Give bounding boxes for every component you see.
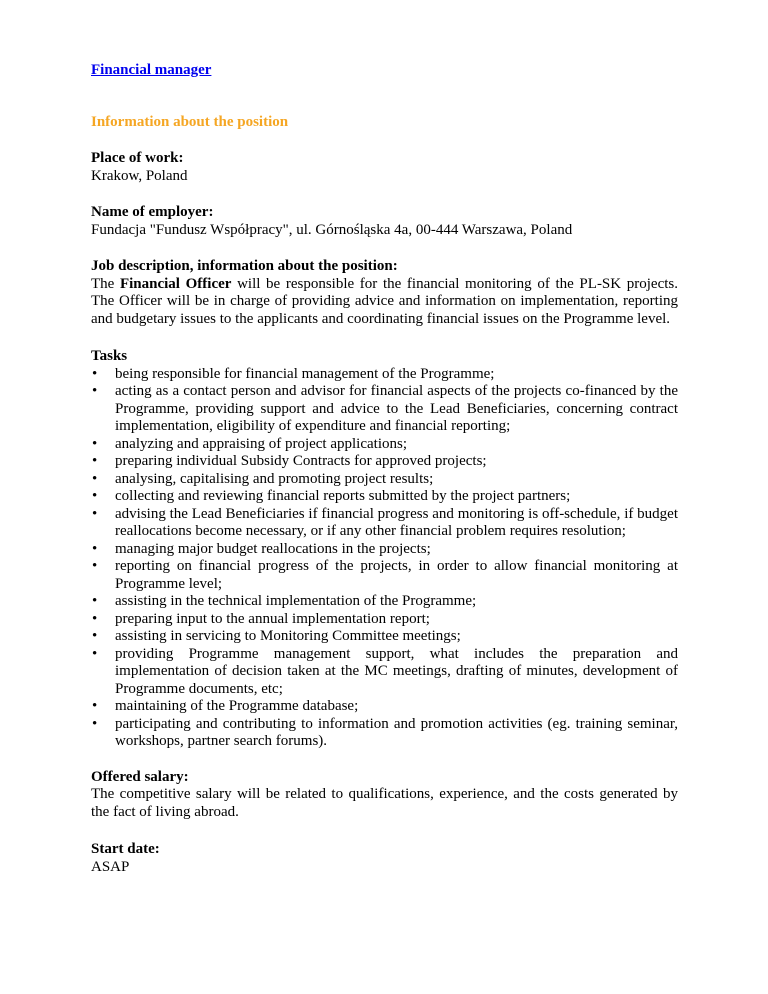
task-text: providing Programme management support, what includes the preparation and implementation of decision taken at the MC meetings, drafting of minutes, development of Programme documents, etc; <box>115 645 678 697</box>
document-page <box>91 62 678 876</box>
bullet-icon: • <box>92 488 98 504</box>
employer-value: Fundacja "Fundusz Współpracy", ul. Górnośląska 4a, 00-444 Warszawa, Poland <box>91 221 573 238</box>
bullet-icon: • <box>92 453 98 469</box>
list-item <box>91 716 678 751</box>
bullet-icon: • <box>92 715 98 732</box>
job-description-block <box>91 258 678 328</box>
task-text: preparing individual Subsidy Contracts for approved projects; <box>115 453 487 469</box>
tasks-label: Tasks <box>91 348 128 364</box>
bullet-icon: • <box>92 558 98 574</box>
place-of-work-value: Krakow, Poland <box>91 167 188 184</box>
task-text: analysing, capitalising and promoting project results; <box>115 470 434 487</box>
bullet-icon: • <box>92 470 98 487</box>
bullet-icon: • <box>92 645 98 662</box>
bullet-icon: • <box>92 383 98 399</box>
start-date-value: ASAP <box>91 858 130 875</box>
task-text: maintaining of the Programme database; <box>115 698 359 714</box>
task-text: collecting and reviewing financial reports submitted by the project partners; <box>115 488 571 504</box>
job-description-intro-prefix: The <box>91 275 120 292</box>
task-text: participating and contributing to information and promotion activities (eg. training seminar, workshops, partner search forums). <box>115 715 678 749</box>
employer-block <box>91 204 678 239</box>
task-text: assisting in the technical implementation of the Programme; <box>115 593 477 609</box>
task-text: acting as a contact person and advisor for financial aspects of the projects co-financed by the Programme, providing support and advice to the Lead Beneficiaries, concerning contract implementation, eligibility of expenditure and financial reporting; <box>115 383 678 434</box>
job-description-intro-rest: will be responsible for the financial monitoring of the PL-SK projects. The Officer will be in charge of providing advice and information on implementation, reporting and budgetary issues to the applicants and coordinating financial issues on the Programme level. <box>91 275 678 327</box>
bullet-icon: • <box>92 628 98 644</box>
salary-value: The competitive salary will be related to qualifications, experience, and the costs generated by the fact of living abroad. <box>91 786 678 820</box>
list-item <box>91 628 678 646</box>
list-item <box>91 488 678 506</box>
place-of-work-label: Place of work: <box>91 150 184 166</box>
list-item <box>91 436 678 454</box>
title-link[interactable]: Financial manager <box>91 62 212 78</box>
job-description-text <box>91 276 678 329</box>
list-item <box>91 383 678 436</box>
list-item <box>91 506 678 541</box>
bullet-icon: • <box>92 435 98 452</box>
bullet-icon: • <box>92 698 98 714</box>
list-item <box>91 541 678 559</box>
tasks-list <box>91 366 678 751</box>
task-text: preparing input to the annual implementation report; <box>115 610 430 627</box>
list-item <box>91 698 678 716</box>
section-heading: Information about the position <box>91 113 289 130</box>
list-item <box>91 453 678 471</box>
list-item <box>91 558 678 593</box>
salary-label: Offered salary: <box>91 768 189 785</box>
list-item <box>91 366 678 384</box>
task-text: advising the Lead Beneficiaries if financial progress and monitoring is off-schedule, if budget reallocations become necessary, or if any other financial problem requires resolution; <box>115 505 678 539</box>
bullet-icon: • <box>92 610 98 627</box>
task-text: analyzing and appraising of project applications; <box>115 435 407 452</box>
task-text: reporting on financial progress of the projects, in order to allow financial monitoring at Programme level; <box>115 558 678 592</box>
task-text: assisting in servicing to Monitoring Committee meetings; <box>115 628 461 644</box>
job-description-label: Job description, information about the position: <box>91 258 398 274</box>
bullet-icon: • <box>92 365 98 382</box>
salary-block <box>91 769 678 822</box>
list-item <box>91 593 678 611</box>
employer-label: Name of employer: <box>91 204 214 220</box>
place-of-work-block <box>91 150 678 185</box>
bullet-icon: • <box>92 593 98 609</box>
job-title-bold: Financial Officer <box>119 275 232 292</box>
list-item <box>91 471 678 489</box>
list-item <box>91 646 678 699</box>
bullet-icon: • <box>92 505 98 522</box>
task-text: managing major budget reallocations in the projects; <box>115 540 431 557</box>
start-date-label: Start date: <box>91 841 160 857</box>
list-item <box>91 611 678 629</box>
tasks-block <box>91 348 678 751</box>
task-text: being responsible for financial management of the Programme; <box>115 365 495 382</box>
bullet-icon: • <box>92 540 98 557</box>
start-date-block <box>91 841 678 876</box>
